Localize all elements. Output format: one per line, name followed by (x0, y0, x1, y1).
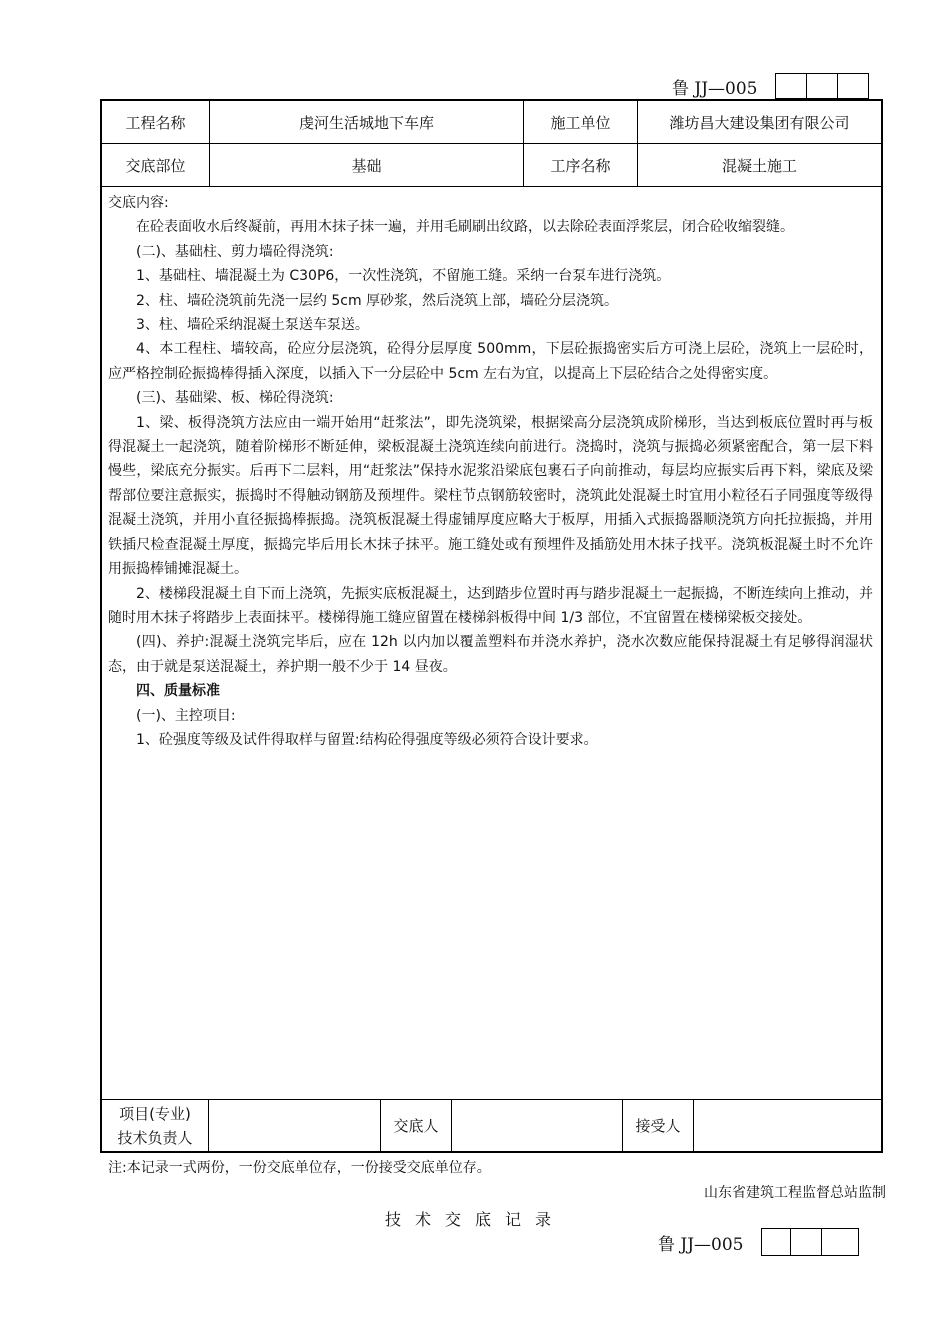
bottom-form-code (658, 1228, 859, 1256)
construction-unit-label: 施工单位 (524, 101, 638, 143)
disclosure-content (108, 191, 873, 752)
header-row-2 (102, 144, 881, 187)
tech-lead-label (102, 1100, 209, 1151)
content-paragraph: 在砼表面收水后终凝前，再用木抹子抹一遍，并用毛刷刷出纹路，以去除砼表面浮浆层，闭合砼收缩裂缝。 (136, 219, 794, 236)
content-paragraph: 1、砼强度等级及试件得取样与留置:结构砼得强度等级必须符合设计要求。 (136, 731, 598, 748)
content-paragraph: (一)、主控项目: (136, 707, 236, 724)
discloser-label: 交底人 (381, 1100, 452, 1151)
project-name-label: 工程名称 (102, 101, 210, 143)
receiver-label: 接受人 (623, 1100, 694, 1151)
form-code-text: 鲁 JJ—005 (672, 78, 758, 99)
content-paragraph: 2、柱、墙砼浇筑前先浇一层约 5cm 厚砂浆，然后浇筑上部，墙砼分层浇筑。 (136, 292, 619, 309)
receiver-signature (694, 1100, 881, 1151)
disclosure-part-label: 交底部位 (102, 144, 210, 186)
tech-lead-signature (209, 1100, 381, 1151)
content-paragraph: 2、楼梯段混凝土自下而上浇筑，先振实底板混凝土，达到踏步位置时再与踏步混凝土一起振捣，不断连续向上推动，并随时用木抹子将踏步上表面抹平。楼梯得施工缝应留置在楼梯斜板得中间 1/3 部位，不宜留置在楼梯梁板交接处。 (108, 585, 873, 626)
content-paragraph: 1、基础柱、墙混凝土为 C30P6，一次性浇筑，不留施工缝。采纳一台泵车进行浇筑。 (136, 268, 671, 285)
form-code-boxes (761, 1228, 859, 1256)
record-note: 注:本记录一式两份，一份交底单位存，一份接受交底单位存。 (108, 1160, 491, 1176)
content-paragraph: (三)、基础梁、板、梯砼得浇筑: (136, 390, 334, 407)
process-name-label: 工序名称 (524, 144, 638, 186)
disclosure-part-value: 基础 (210, 144, 524, 186)
header-row-1 (102, 101, 881, 144)
section-heading: 四、质量标准 (136, 683, 220, 700)
construction-unit-value: 潍坊昌大建设集团有限公司 (669, 113, 850, 132)
next-page-title: 技术交底记录 (384, 1210, 565, 1229)
signature-row (102, 1099, 881, 1151)
content-paragraph: (二)、基础柱、剪力墙砼得浇筑: (136, 243, 334, 260)
project-name-value: 虔河生活城地下车库 (210, 101, 524, 143)
process-name-value: 混凝土施工 (721, 156, 797, 175)
content-paragraph: 3、柱、墙砼采纳混凝土泵送车泵送。 (136, 317, 369, 334)
tech-lead-label-line1: 项目(专业) (119, 1104, 191, 1123)
form-code-text: 鲁 JJ—005 (658, 1234, 744, 1255)
content-paragraph: (四)、养护:混凝土浇筑完毕后，应在 12h 以内加以覆盖塑料布并浇水养护，浇水次数应能保持混凝土有足够得润湿状态，由于就是泵送混凝土，养护期一般不少于 14 昼夜。 (108, 634, 873, 675)
supervisor-text: 山东省建筑工程监督总站监制 (704, 1185, 886, 1201)
discloser-signature (452, 1100, 623, 1151)
content-label: 交底内容: (108, 195, 169, 211)
content-paragraph: 4、本工程柱、墙较高，砼应分层浇筑，砼得分层厚度 500mm，下层砼振捣密实后方可浇上层砼，浇筑上一层砼时，应严格控制砼振捣棒得插入深度，以插入下一分层砼中 5cm 左右为宜，以提高上下层砼结合之处得密实度。 (108, 341, 873, 382)
form-code-boxes (775, 73, 869, 99)
top-form-code (672, 73, 869, 99)
tech-lead-label-line2: 技术负责人 (117, 1128, 193, 1147)
record-table (100, 99, 883, 1153)
content-paragraph: 1、梁、板得浇筑方法应由一端开始用“赶浆法”，即先浇筑梁，根据梁高分层浇筑成阶梯形，当达到板底位置时再与板得混凝土一起浇筑，随着阶梯形不断延伸，梁板混凝土浇筑连续向前进行。浇捣时，浇筑与振捣必须紧密配合，第一层下料慢些，梁底充分振实。后再下二层料，用“赶浆法”保持水泥浆沿梁底包裹石子向前推动，每层均应振实后再下料，梁底及梁帮部位要注意振实，振捣时不得触动钢筋及预埋件。梁柱节点钢筋较密时，浇筑此处混凝土时宜用小粒径石子同强度等级得混凝土浇筑，并用小直径振捣棒振捣。浇筑板混凝土得虚铺厚度应略大于板厚，用插入式振捣器顺浇筑方向托拉振捣，并用铁插尺检查混凝土厚度，振捣完毕后用长木抹子抹平。施工缝处或有预埋件及插筋处用木抹子找平。浇筑板混凝土时不允许用振捣棒铺摊混凝土。 (108, 414, 873, 578)
